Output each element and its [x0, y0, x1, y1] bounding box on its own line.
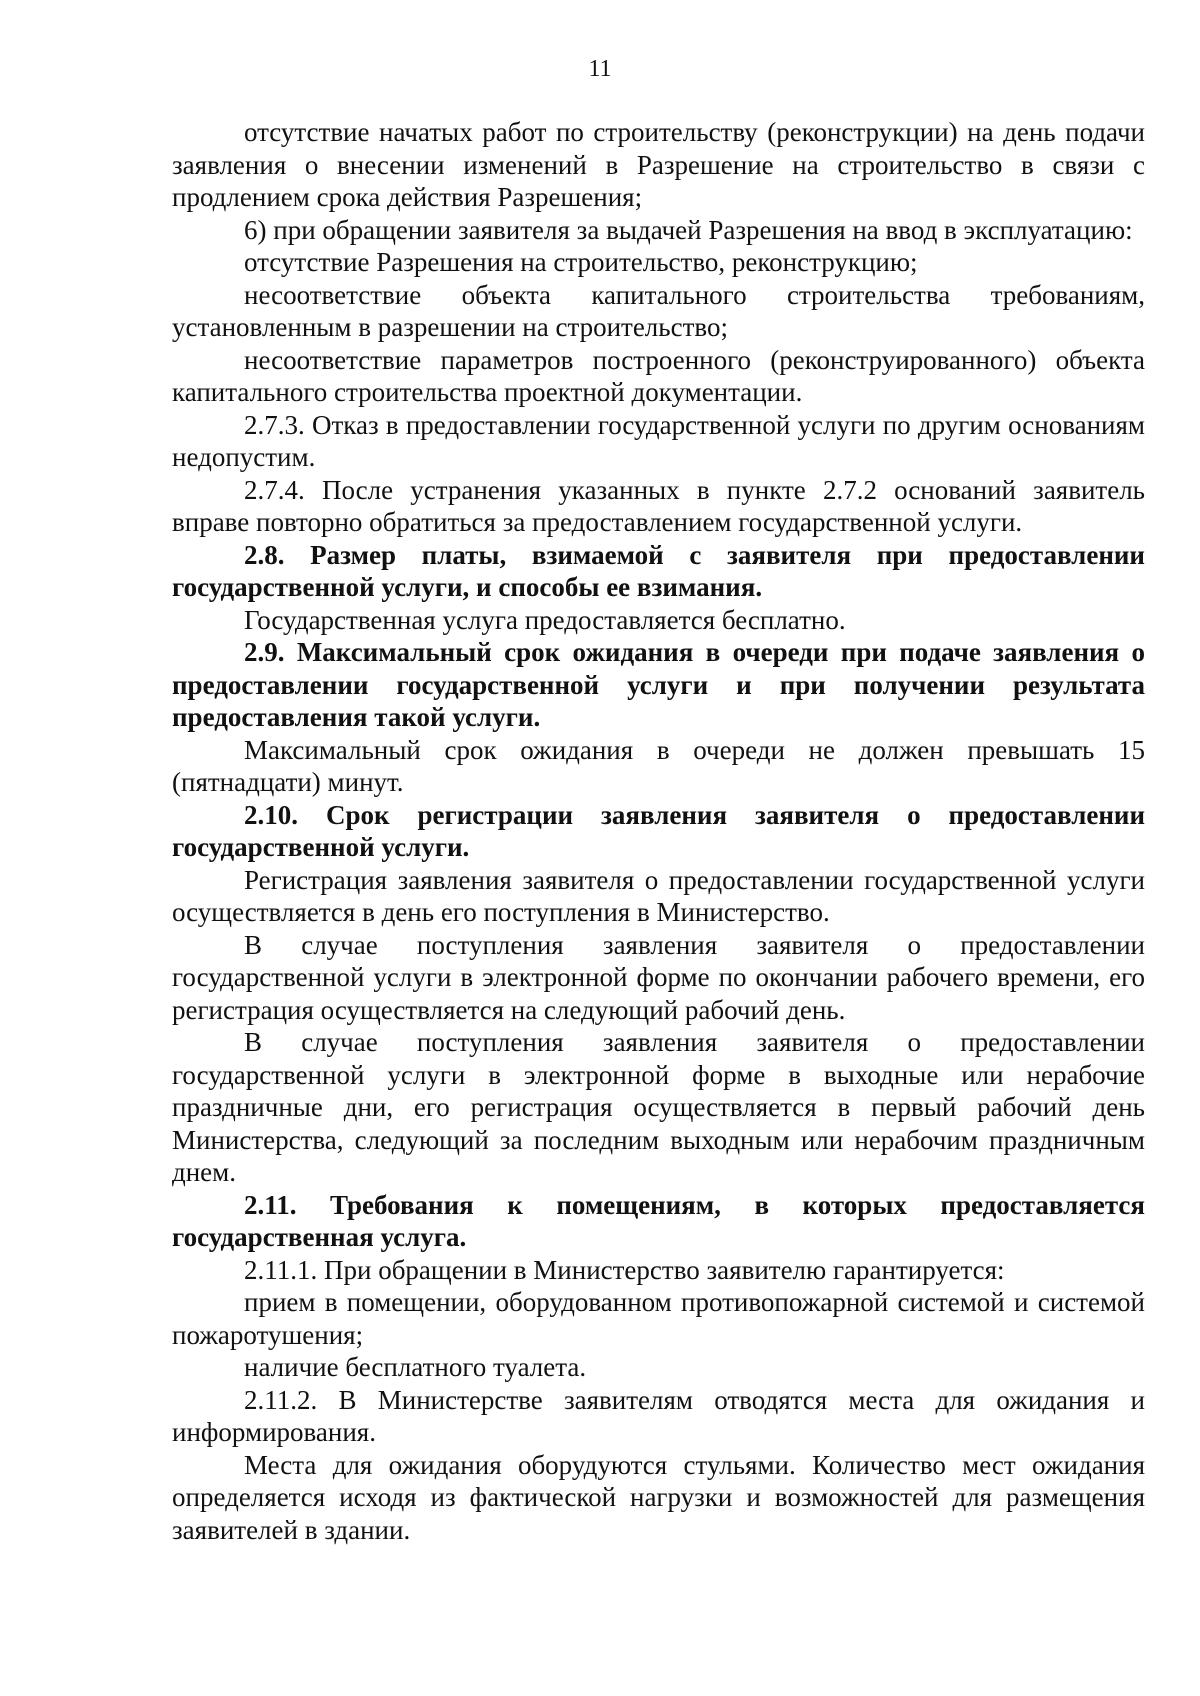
paragraph: 6) при обращении заявителя за выдачей Разрешения на ввод в эксплуатацию:	[244, 214, 1133, 245]
paragraph: отсутствие начатых работ по строительству (реконструкции) на день подачи заявления о внесении изменений в Разрешение на строительство в связи с продлением срока действия Разрешения;	[172, 117, 1145, 212]
paragraph: несоответствие объекта капитального строительства требованиям, установленным в разрешении на строительство;	[172, 279, 1145, 342]
paragraph: Государственная услуга предоставляется бесплатно.	[244, 604, 846, 635]
section-heading: 2.8. Размер платы, взимаемой с заявителя при предоставлении государственной услуги, и способы ее взимания.	[172, 539, 1145, 602]
paragraph: Места для ожидания оборудуются стульями. Количество мест ожидания определяется исходя из фактической нагрузки и возможностей для размещения заявителей в здании.	[172, 1449, 1145, 1545]
paragraph: Максимальный срок ожидания в очереди не должен превышать 15 (пятнадцати) минут.	[172, 734, 1145, 797]
paragraph: В случае поступления заявления заявителя о предоставлении государственной услуги в электронной форме по окончании рабочего времени, его регистрация осуществляется на следующий рабочий день.	[172, 929, 1145, 1025]
paragraph: несоответствие параметров построенного (реконструированного) объекта капитального строительства проектной документации.	[172, 344, 1145, 407]
paragraph: 2.11.2. В Министерстве заявителям отводятся места для ожидания и информирования.	[172, 1384, 1145, 1447]
page-number: 11	[588, 56, 612, 82]
paragraph: 2.7.3. Отказ в предоставлении государственной услуги по другим основаниям недопустим.	[172, 409, 1145, 472]
paragraph: отсутствие Разрешения на строительство, реконструкцию;	[244, 247, 918, 277]
paragraph: прием в помещении, оборудованном противопожарной системой и системой пожаротушения;	[172, 1287, 1145, 1350]
section-heading: 2.9. Максимальный срок ожидания в очереди при подаче заявления о предоставлении государственной услуги и при получении результата предоставления такой услуги.	[172, 637, 1145, 732]
document-body	[172, 116, 1145, 1546]
section-heading: 2.11. Требования к помещениям, в которых предоставляется государственная услуга.	[172, 1189, 1145, 1252]
paragraph: 2.11.1. При обращении в Министерство заявителю гарантируется:	[244, 1254, 1005, 1285]
paragraph: 2.7.4. После устранения указанных в пункте 2.7.2 оснований заявитель вправе повторно обратиться за предоставлением государственной услуги.	[172, 474, 1145, 537]
paragraph: наличие бесплатного туалета.	[244, 1352, 587, 1382]
section-heading: 2.10. Срок регистрации заявления заявителя о предоставлении государственной услуги.	[172, 799, 1145, 862]
paragraph: В случае поступления заявления заявителя о предоставлении государственной услуги в электронной форме в выходные или нерабочие праздничные дни, его регистрация осуществляется в первый рабочий день Министерства, следующий за последним выходным или нерабочим праздничным днем.	[172, 1027, 1145, 1187]
paragraph: Регистрация заявления заявителя о предоставлении государственной услуги осуществляется в день его поступления в Министерство.	[172, 864, 1145, 927]
